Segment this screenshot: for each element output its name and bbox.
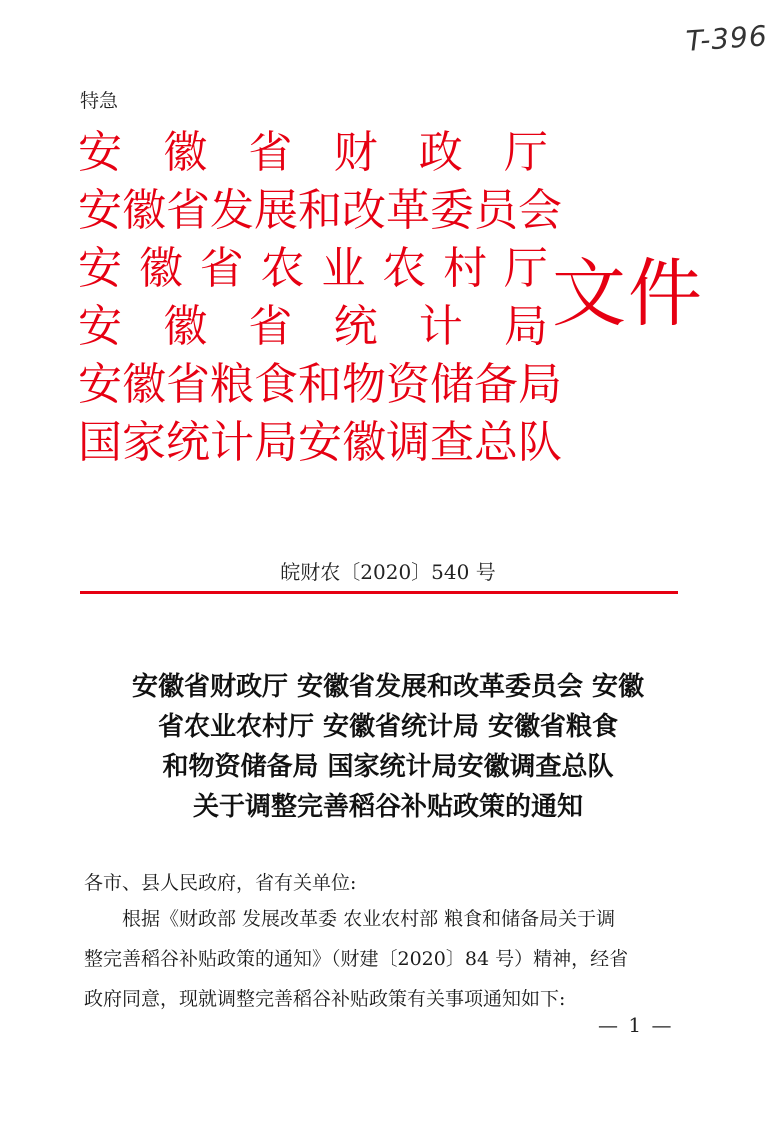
agency-char: 徽 xyxy=(122,359,166,410)
agency-char: 省 xyxy=(166,185,210,236)
agency-char: 和 xyxy=(298,185,342,236)
agency-char: 家 xyxy=(122,417,166,468)
agency-char: 安 xyxy=(78,243,122,294)
document-number: 皖财农〔2020〕540 号 xyxy=(280,560,496,584)
agency-char: 徽 xyxy=(163,127,208,178)
agency-char: 安 xyxy=(78,127,122,178)
document-word: 文件 xyxy=(552,251,704,337)
page-number: — 1 — xyxy=(598,1013,674,1037)
red-separator-line xyxy=(80,591,678,594)
agency-char: 国 xyxy=(78,417,122,468)
agency-char: 计 xyxy=(210,417,254,468)
agency-char: 改 xyxy=(342,185,386,236)
agency-name-line xyxy=(78,242,548,296)
agency-char: 员 xyxy=(474,185,518,236)
agency-name-line xyxy=(78,416,562,470)
agency-char: 农 xyxy=(260,243,305,294)
agency-char: 会 xyxy=(518,185,562,236)
agency-char: 粮 xyxy=(210,359,254,410)
agency-char: 省 xyxy=(248,127,293,178)
agency-char: 徽 xyxy=(138,243,183,294)
agency-char: 省 xyxy=(166,359,210,410)
agency-char: 总 xyxy=(474,417,518,468)
agency-char: 省 xyxy=(199,243,244,294)
agency-name-line xyxy=(78,126,548,180)
agency-char: 政 xyxy=(418,127,463,178)
agency-name-line xyxy=(78,358,562,412)
urgency-label: 特急 xyxy=(80,90,119,112)
agency-char: 调 xyxy=(386,417,430,468)
agency-char: 物 xyxy=(342,359,386,410)
agency-char: 安 xyxy=(78,301,122,352)
agency-char: 统 xyxy=(166,417,210,468)
notice-title-line: 关于调整完善稻谷补贴政策的通知 xyxy=(192,792,583,822)
archive-handwritten-mark: T-396 xyxy=(684,19,769,58)
body-paragraph-line: 整完善稻谷补贴政策的通知》（财建〔2020〕84 号）精神，经省 xyxy=(84,948,629,970)
agency-char: 计 xyxy=(418,301,463,352)
agency-char: 储 xyxy=(430,359,474,410)
agency-char: 省 xyxy=(248,301,293,352)
agency-char: 安 xyxy=(298,417,342,468)
agency-char: 农 xyxy=(382,243,427,294)
agency-char: 展 xyxy=(254,185,298,236)
agency-name-line xyxy=(78,184,562,238)
agency-char: 发 xyxy=(210,185,254,236)
agency-char: 资 xyxy=(386,359,430,410)
agency-char: 村 xyxy=(443,243,488,294)
agency-char: 徽 xyxy=(163,301,208,352)
agency-char: 查 xyxy=(430,417,474,468)
agency-char: 委 xyxy=(430,185,474,236)
salutation: 各市、县人民政府，省有关单位: xyxy=(84,872,357,894)
body-paragraph-line: 根据《财政部 发展改革委 农业农村部 粮食和储备局关于调 xyxy=(122,908,616,930)
notice-title-line: 安徽省财政厅 安徽省发展和改革委员会 安徽 xyxy=(131,672,645,702)
agency-char: 厅 xyxy=(503,243,548,294)
agency-char: 局 xyxy=(254,417,298,468)
notice-title-line: 省农业农村厅 安徽省统计局 安徽省粮食 xyxy=(157,712,619,742)
agency-char: 徽 xyxy=(122,185,166,236)
agency-name-line xyxy=(78,300,548,354)
agency-char: 厅 xyxy=(503,127,548,178)
agency-char: 和 xyxy=(298,359,342,410)
agency-char: 队 xyxy=(518,417,562,468)
agency-char: 业 xyxy=(321,243,366,294)
agency-char: 徽 xyxy=(342,417,386,468)
body-paragraph-line: 政府同意，现就调整完善稻谷补贴政策有关事项通知如下: xyxy=(84,988,566,1010)
agency-char: 统 xyxy=(333,301,378,352)
notice-title-line: 和物资储备局 国家统计局安徽调查总队 xyxy=(162,752,614,782)
agency-char: 局 xyxy=(503,301,548,352)
agency-char: 食 xyxy=(254,359,298,410)
agency-char: 局 xyxy=(518,359,562,410)
agency-char: 安 xyxy=(78,185,122,236)
agency-char: 财 xyxy=(333,127,378,178)
agency-char: 革 xyxy=(386,185,430,236)
agency-char: 备 xyxy=(474,359,518,410)
agency-char: 安 xyxy=(78,359,122,410)
